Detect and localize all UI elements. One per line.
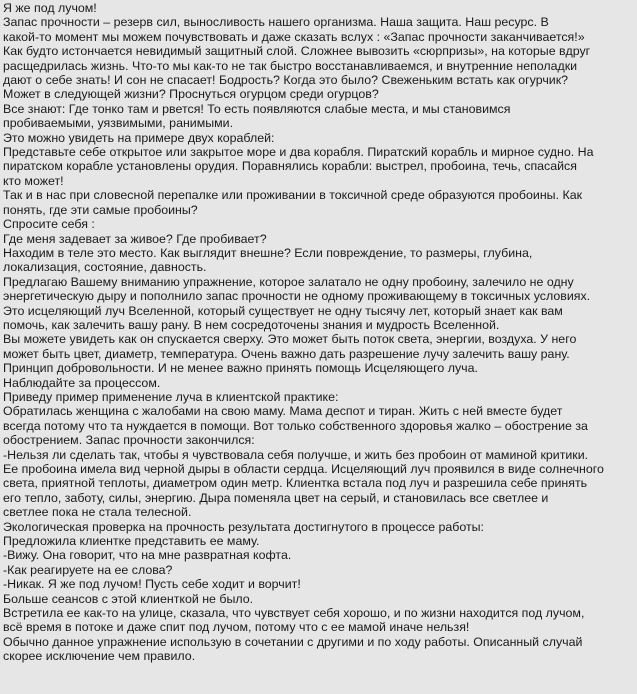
text-line: Предложила клиентке представить ее маму. <box>3 534 260 549</box>
text-line: Вы можете увидеть как он спускается сверху. Это может быть поток света, энергии, воздуха. У него <box>3 332 577 347</box>
text-line: кто может! <box>3 173 64 188</box>
text-line: Спросите себя : <box>3 217 95 232</box>
text-line: всё время в потоке и даже спит под лучом, потому что с ее мамой иначе нельзя! <box>3 620 470 635</box>
text-line: Принцип добровольности. И не менее важно принять помощь Исцеляющего луча. <box>3 361 478 376</box>
text-line: -Нельзя ли сделать так, чтобы я чувствовала себя получше, и жить без пробоин от маминой критики. <box>3 447 589 462</box>
text-line: может быть цвет, диаметр, температура. Очень важно дать разрешение лучу залечить вашу рану. <box>3 346 570 361</box>
text-line: всегда потому что та нуждается в помощи. Вот только собственного здоровья жалко – обострение за <box>3 418 588 433</box>
text-line: Встретила ее как-то на улице, сказала, что чувствует себя хорошо, и по жизни находится под лучом, <box>3 606 585 621</box>
text-line: Это исцеляющий луч Вселенной, который существует не одну тысячу лет, который знает как вам <box>3 303 563 318</box>
text-line: -Никак. Я же под лучом! Пусть себе ходит и ворчит! <box>3 577 301 592</box>
text-line: Это можно увидеть на примере двух кораблей: <box>3 130 275 145</box>
text-line: дают о себе знать! И сон не спасает! Бодрость? Когда это было? Свеженьким встать как огурчик? <box>3 73 569 88</box>
text-line: обострением. Запас прочности закончился: <box>3 433 255 448</box>
text-line: локализация, состояние, давность. <box>3 260 207 275</box>
text-line: Так и в нас при словесной перепалке или проживании в токсичной среде образуются пробоины. Как <box>3 188 583 203</box>
text-line: Где меня задевает за живое? Где пробивает? <box>3 231 267 246</box>
text-line: скорее исключение чем правило. <box>3 649 196 664</box>
text-line: Больше сеансов с этой клиенткой не было. <box>3 591 254 606</box>
text-line: Обычно данное упражнение использую в сочетании с другими и по ходу работы. Описанный случай <box>3 634 583 649</box>
text-line: Все знают: Где тонко там и рвется! То есть появляются слабые места, и мы становимся <box>3 101 511 116</box>
text-line: Как будто истончается невидимый защитный слой. Сложнее вывозить «сюрпризы», на которые вдруг <box>3 44 591 59</box>
text-line: Экологическая проверка на прочность результата достигнутого в процессе работы: <box>3 519 484 534</box>
text-line: пиратском корабле установлены орудия. Поравнялись корабли: выстрел, пробоина, течь, спасайся <box>3 159 577 174</box>
text-line: светлее пока не стала телесной. <box>3 505 192 520</box>
text-line: Ее пробоина имела вид черной дыры в области сердца. Исцеляющий луч проявился в виде солнечного <box>3 462 604 476</box>
text-line: Может в следующей жизни? Проснуться огурцом среди огурцов? <box>3 87 379 102</box>
text-line: энергетическую дыру и пополнило запас прочности не одному проживающему в токсичных условиях. <box>3 289 591 304</box>
text-line: Я же под лучом! <box>3 1 97 15</box>
text-line: Приведу пример применение луча в клиентской практике: <box>3 389 339 404</box>
text-line: света, приятной теплоты, диаметром один метр. Клиентка встала под луч и разрешила себе принять <box>3 476 588 491</box>
text-line: Обратилась женщина с жалобами на свою маму. Мама деспот и тиран. Жить с ней вместе будет <box>3 404 563 419</box>
text-line: расщедрилась жизнь. Что-то мы как-то не так быстро восстанавливаемся, и внутренние неполадки <box>3 58 578 73</box>
text-line: Представьте себе открытое или закрытое море и два корабля. Пиратский корабль и мирное судно. На <box>3 145 594 160</box>
text-line: Запас прочности – резерв сил, выносливость нашего организма. Наша защита. Наш ресурс. В <box>3 15 549 30</box>
text-line: его тепло, заботу, силы, энергию. Дыра поменяла цвет на серый, и становилась все светлее и <box>3 490 549 505</box>
text-line: помочь, как залечить вашу рану. В нем сосредоточены знания и мудрость Вселенной. <box>3 317 500 332</box>
text-line: Находим в теле это место. Как выглядит внешне? Если повреждение, то размеры, глубина, <box>3 245 533 260</box>
text-line: какой-то момент мы можем почувствовать и даже сказать вслух : «Запас прочности заканчивается!» <box>3 29 585 44</box>
text-line: -Как реагируете на ее слова? <box>3 562 173 577</box>
text-line: Предлагаю Вашему вниманию упражнение, которое залатало не одну пробоину, залечило не одну <box>3 274 574 289</box>
text-line: Наблюдайте за процессом. <box>3 375 161 390</box>
text-line: понять, где эти самые пробоины? <box>3 202 198 217</box>
text-line: пробиваемыми, уязвимыми, ранимыми. <box>3 116 234 131</box>
text-line: -Вижу. Она говорит, что на мне развратная кофта. <box>3 548 292 563</box>
